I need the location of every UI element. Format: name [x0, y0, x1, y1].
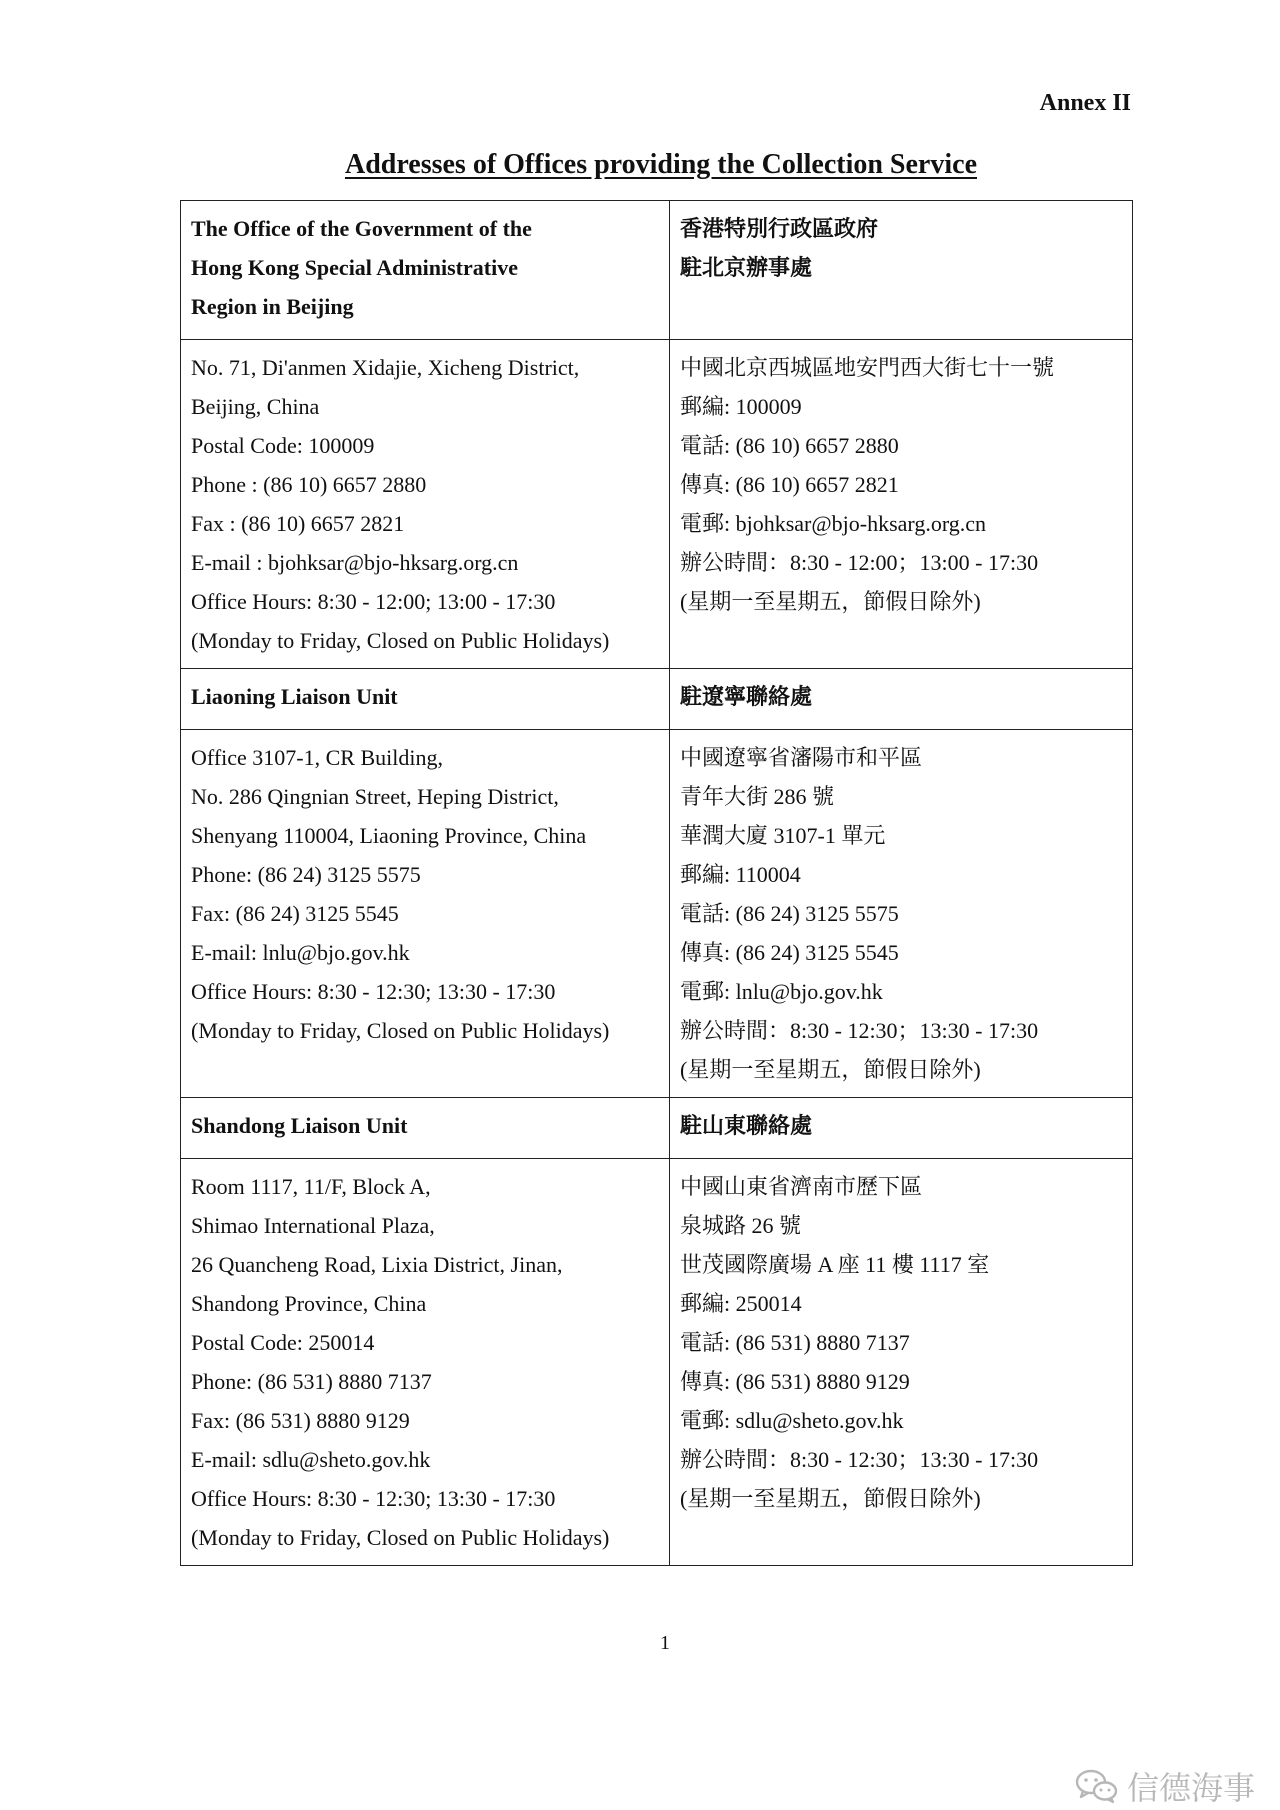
office-hours: 辦公時間：8:30 - 12:00；13:00 - 17:30: [680, 550, 1039, 575]
office-details-en: [181, 340, 670, 669]
office-name-en: [181, 1098, 670, 1159]
document-title: Addresses of Offices providing the Collection Service: [344, 149, 977, 180]
address-line: Shenyang 110004, Liaoning Province, China: [191, 823, 587, 848]
office-details-zh: [670, 340, 1133, 669]
fax: Fax: (86 531) 8880 9129: [191, 1408, 410, 1433]
phone: Phone: (86 531) 8880 7137: [191, 1369, 432, 1394]
fax: 傳真: (86 24) 3125 5545: [680, 940, 899, 965]
phone: 電話: (86 24) 3125 5575: [680, 901, 899, 926]
office-details-row-shandong: [181, 1159, 1133, 1566]
office-name-zh-line: 駐遼寧聯絡處: [680, 684, 813, 709]
office-hours-note: (星期一至星期五，節假日除外): [680, 1486, 981, 1511]
office-hours-note: (Monday to Friday, Closed on Public Holidays): [191, 1018, 610, 1043]
office-name-zh-line: 駐北京辦事處: [680, 255, 813, 280]
office-hours-note: (Monday to Friday, Closed on Public Holidays): [191, 628, 610, 653]
postal-code: 郵編: 110004: [680, 862, 801, 887]
address-line: 26 Quancheng Road, Lixia District, Jinan,: [191, 1252, 563, 1277]
address-line: Office 3107-1, CR Building,: [191, 745, 443, 770]
address-line: Shimao International Plaza,: [191, 1213, 435, 1238]
email: E-mail : bjohksar@bjo-hksarg.org.cn: [191, 550, 519, 575]
office-hours: Office Hours: 8:30 - 12:30; 13:30 - 17:30: [191, 1486, 556, 1511]
postal-code: 郵編: 100009: [680, 394, 802, 419]
phone: Phone: (86 24) 3125 5575: [191, 862, 421, 887]
office-name-en-line: The Office of the Government of the: [191, 216, 532, 241]
office-details-zh: [670, 730, 1133, 1098]
address-line: Shandong Province, China: [191, 1291, 427, 1316]
email: 電郵: sdlu@sheto.gov.hk: [680, 1408, 904, 1433]
watermark-text: 信德海事: [1127, 1769, 1256, 1807]
fax: 傳真: (86 10) 6657 2821: [680, 472, 899, 497]
office-header-row-shandong: [181, 1098, 1133, 1159]
office-name-en-line: Region in Beijing: [191, 294, 354, 319]
wechat-icon: [1075, 1768, 1119, 1804]
office-details-zh: [670, 1159, 1133, 1566]
office-details-row-beijing: [181, 340, 1133, 669]
address-line: 華潤大廈 3107-1 單元: [680, 823, 886, 848]
office-name-en-line: Hong Kong Special Administrative: [191, 255, 518, 280]
office-hours: 辦公時間：8:30 - 12:30；13:30 - 17:30: [680, 1018, 1039, 1043]
phone: 電話: (86 10) 6657 2880: [680, 433, 899, 458]
annex-label: Annex II: [1039, 90, 1131, 116]
offices-table: [180, 200, 1133, 1566]
office-details-en: [181, 730, 670, 1098]
office-name-en: [181, 669, 670, 730]
email: 電郵: bjohksar@bjo-hksarg.org.cn: [680, 511, 987, 536]
postal-code: Postal Code: 100009: [191, 433, 375, 458]
office-name-en-line: Liaoning Liaison Unit: [191, 684, 398, 709]
office-hours-note: (星期一至星期五，節假日除外): [680, 1057, 981, 1082]
office-name-zh: [670, 201, 1133, 340]
office-header-row-beijing: [181, 201, 1133, 340]
office-name-en-line: Shandong Liaison Unit: [191, 1113, 408, 1138]
address-line: No. 71, Di'anmen Xidajie, Xicheng District,: [191, 355, 580, 380]
email: E-mail: lnlu@bjo.gov.hk: [191, 940, 410, 965]
fax: Fax : (86 10) 6657 2821: [191, 511, 405, 536]
phone: Phone : (86 10) 6657 2880: [191, 472, 427, 497]
fax: Fax: (86 24) 3125 5545: [191, 901, 399, 926]
address-line: 中國北京西城區地安門西大街七十一號: [680, 355, 1055, 380]
office-hours-note: (Monday to Friday, Closed on Public Holidays): [191, 1525, 610, 1550]
watermark: [1075, 1763, 1255, 1809]
address-line: 世茂國際廣場 A 座 11 樓 1117 室: [680, 1252, 990, 1277]
office-details-row-liaoning: [181, 730, 1133, 1098]
address-line: Beijing, China: [191, 394, 320, 419]
office-hours: Office Hours: 8:30 - 12:30; 13:30 - 17:30: [191, 979, 556, 1004]
office-name-zh-line: 香港特別行政區政府: [680, 216, 879, 241]
address-line: 泉城路 26 號: [680, 1213, 802, 1238]
address-line: 中國山東省濟南市歷下區: [680, 1174, 923, 1199]
email: 電郵: lnlu@bjo.gov.hk: [680, 979, 883, 1004]
office-name-zh: [670, 1098, 1133, 1159]
email: E-mail: sdlu@sheto.gov.hk: [191, 1447, 431, 1472]
postal-code: 郵編: 250014: [680, 1291, 802, 1316]
postal-code: Postal Code: 250014: [191, 1330, 375, 1355]
office-header-row-liaoning: [181, 669, 1133, 730]
office-details-en: [181, 1159, 670, 1566]
office-name-zh-line: 駐山東聯絡處: [680, 1113, 813, 1138]
address-line: No. 286 Qingnian Street, Heping District,: [191, 784, 559, 809]
page-number: 1: [660, 1632, 670, 1654]
office-hours: 辦公時間：8:30 - 12:30；13:30 - 17:30: [680, 1447, 1039, 1472]
phone: 電話: (86 531) 8880 7137: [680, 1330, 910, 1355]
office-name-en: [181, 201, 670, 340]
address-line: 青年大街 286 號: [680, 784, 835, 809]
office-hours-note: (星期一至星期五，節假日除外): [680, 589, 981, 614]
address-line: Room 1117, 11/F, Block A,: [191, 1174, 431, 1199]
fax: 傳真: (86 531) 8880 9129: [680, 1369, 910, 1394]
office-hours: Office Hours: 8:30 - 12:00; 13:00 - 17:30: [191, 589, 556, 614]
address-line: 中國遼寧省瀋陽市和平區: [680, 745, 923, 770]
office-name-zh: [670, 669, 1133, 730]
